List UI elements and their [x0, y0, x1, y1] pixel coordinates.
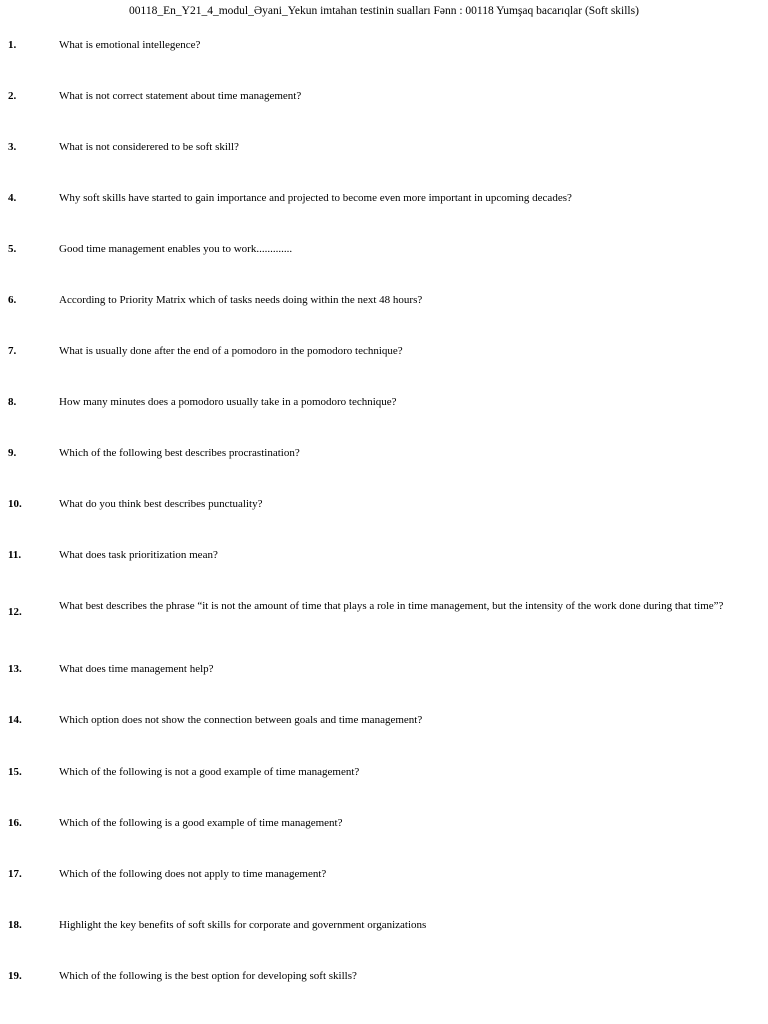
question-number: 4.: [8, 192, 17, 204]
question-number: 9.: [8, 447, 17, 459]
question-text: What is not correct statement about time management?: [59, 90, 302, 102]
question-number: 10.: [8, 498, 22, 510]
question-text: Which of the following is not a good example of time management?: [59, 766, 360, 778]
question-text: What is not considerered to be soft skill?: [59, 141, 239, 153]
question-text: Why soft skills have started to gain importance and projected to become even more important in upcoming decades?: [59, 192, 572, 204]
question-number: 18.: [8, 919, 22, 931]
document-title: 00118_En_Y21_4_modul_Əyani_Yekun imtahan testinin sualları Fənn : 00118 Yumşaq bacarıqlar (Soft skills): [129, 5, 639, 17]
question-number: 3.: [8, 141, 17, 153]
question-number: 13.: [8, 663, 22, 675]
question-text: Which of the following best describes procrastination?: [59, 447, 300, 459]
question-number: 16.: [8, 817, 22, 829]
question-number: 2.: [8, 90, 17, 102]
question-number: 15.: [8, 766, 22, 778]
question-text: How many minutes does a pomodoro usually take in a pomodoro technique?: [59, 396, 397, 408]
question-number: 17.: [8, 868, 22, 880]
question-number: 8.: [8, 396, 17, 408]
question-number: 1.: [8, 39, 17, 51]
question-text: What is emotional intellegence?: [59, 39, 201, 51]
question-text: What does task prioritization mean?: [59, 549, 218, 561]
question-text: Which of the following does not apply to time management?: [59, 868, 327, 880]
question-text: Which option does not show the connection between goals and time management?: [59, 714, 423, 726]
question-text: What does time management help?: [59, 663, 214, 675]
question-number: 12.: [8, 606, 22, 618]
question-number: 11.: [8, 549, 22, 561]
question-text: What is usually done after the end of a pomodoro in the pomodoro technique?: [59, 345, 403, 357]
question-text: What do you think best describes punctuality?: [59, 498, 263, 510]
question-text: What best describes the phrase “it is not the amount of time that plays a role in time management, but the intensity of the work done during that time”?: [59, 600, 724, 612]
question-number: 19.: [8, 970, 22, 982]
question-text: Highlight the key benefits of soft skills for corporate and government organizations: [59, 919, 427, 931]
question-text: Good time management enables you to work.............: [59, 243, 293, 255]
question-text: Which of the following is the best option for developing soft skills?: [59, 970, 357, 982]
question-number: 6.: [8, 294, 17, 306]
question-text: According to Priority Matrix which of tasks needs doing within the next 48 hours?: [59, 294, 423, 306]
question-number: 5.: [8, 243, 17, 255]
question-text: Which of the following is a good example of time management?: [59, 817, 343, 829]
question-number: 7.: [8, 345, 17, 357]
question-number: 14.: [8, 714, 22, 726]
